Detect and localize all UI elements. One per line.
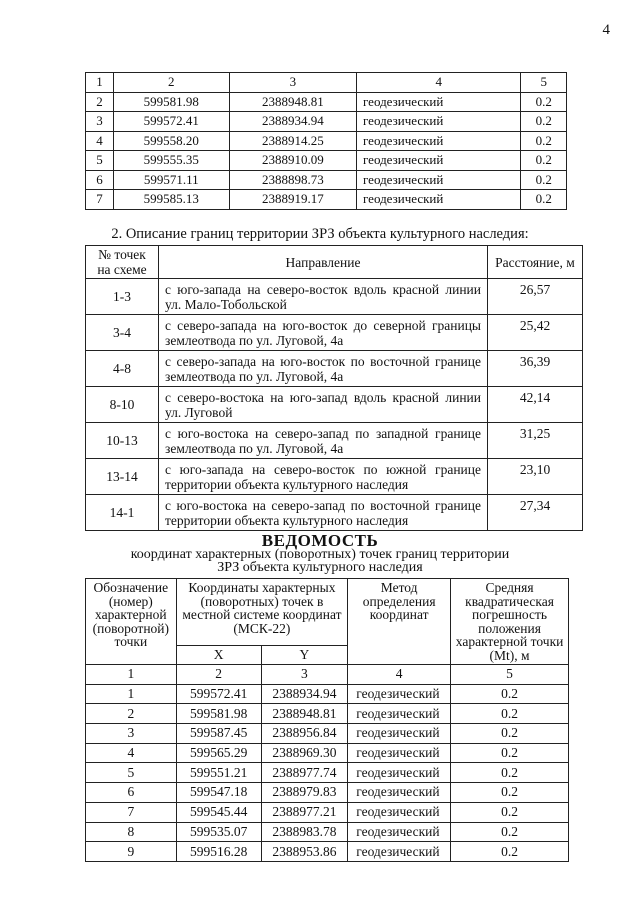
table-row xyxy=(86,112,567,132)
point-number: 6 xyxy=(86,783,177,803)
segment-distance: 27,34 xyxy=(488,495,583,531)
section-2-title: 2. Описание границ территории ЗРЗ объекта культурного наследия: xyxy=(111,226,529,242)
coord-y: 2388919.17 xyxy=(229,190,356,210)
coord-y: 2388934.94 xyxy=(229,112,356,132)
table-row xyxy=(86,151,567,171)
coord-x: 599585.13 xyxy=(113,190,229,210)
point-number: 9 xyxy=(86,842,177,862)
table-header-row xyxy=(86,579,569,646)
table-row xyxy=(86,279,583,315)
column-number-row xyxy=(86,665,569,685)
point-number: 5 xyxy=(86,151,114,171)
coord-y: 2388977.21 xyxy=(261,802,348,822)
column-number: 5 xyxy=(451,665,569,685)
error: 0.2 xyxy=(521,112,567,132)
table-row xyxy=(86,743,569,763)
table-row xyxy=(86,351,583,387)
coord-y: 2388934.94 xyxy=(261,684,348,704)
column-number: 2 xyxy=(176,665,261,685)
coord-y: 2388969.30 xyxy=(261,743,348,763)
coord-x: 599535.07 xyxy=(176,822,261,842)
table-row xyxy=(86,315,583,351)
error: 0.2 xyxy=(451,684,569,704)
error: 0.2 xyxy=(451,724,569,744)
segment-distance: 26,57 xyxy=(488,279,583,315)
segment-direction: с юго-востока на северо-запад по западной границе землеотвода по ул. Луговой, 4а xyxy=(159,423,488,459)
error: 0.2 xyxy=(451,842,569,862)
table-row xyxy=(86,423,583,459)
segment-direction: с юго-запада на северо-восток вдоль красной линии ул. Мало-Тобольской xyxy=(159,279,488,315)
column-number: 1 xyxy=(86,665,177,685)
method: геодезический xyxy=(357,112,521,132)
table-row xyxy=(86,190,567,210)
segment-distance: 25,42 xyxy=(488,315,583,351)
segment-points: 4-8 xyxy=(86,351,159,387)
method: геодезический xyxy=(348,684,451,704)
coord-x: 599581.98 xyxy=(176,704,261,724)
error: 0.2 xyxy=(451,704,569,724)
segment-direction: с юго-запада на северо-восток по южной границе территории объекта культурного наследия xyxy=(159,459,488,495)
header-direction: Направление xyxy=(159,246,488,279)
point-number: 1 xyxy=(86,684,177,704)
point-number: 2 xyxy=(86,704,177,724)
point-number: 3 xyxy=(86,724,177,744)
coord-y: 2388979.83 xyxy=(261,783,348,803)
segment-distance: 42,14 xyxy=(488,387,583,423)
segment-points: 8-10 xyxy=(86,387,159,423)
vedomost-coordinates-table xyxy=(85,578,569,862)
coordinates-table-continued xyxy=(85,72,567,210)
vedomost-subtitle xyxy=(0,548,640,574)
point-number: 5 xyxy=(86,763,177,783)
column-number: 4 xyxy=(357,73,521,93)
table-row xyxy=(86,724,569,744)
vedomost-title: ВЕДОМОСТЬ xyxy=(261,531,379,550)
coord-x: 599516.28 xyxy=(176,842,261,862)
coord-x: 599558.20 xyxy=(113,131,229,151)
method: геодезический xyxy=(348,783,451,803)
point-number: 8 xyxy=(86,822,177,842)
table-header-row xyxy=(86,246,583,279)
coord-x: 599555.35 xyxy=(113,151,229,171)
method: геодезический xyxy=(348,802,451,822)
point-number: 3 xyxy=(86,112,114,132)
column-number: 5 xyxy=(521,73,567,93)
table-row xyxy=(86,842,569,862)
method: геодезический xyxy=(357,131,521,151)
column-number: 3 xyxy=(261,665,348,685)
segment-points: 14-1 xyxy=(86,495,159,531)
coord-y: 2388948.81 xyxy=(261,704,348,724)
method: геодезический xyxy=(348,724,451,744)
column-number: 2 xyxy=(113,73,229,93)
coord-y: 2388910.09 xyxy=(229,151,356,171)
method: геодезический xyxy=(348,704,451,724)
page-number: 4 xyxy=(602,22,610,38)
header-coords: Координаты характерных (поворотных) точек в местной системе координат (МСК-22) xyxy=(176,579,348,646)
coord-x: 599547.18 xyxy=(176,783,261,803)
coord-x: 599545.44 xyxy=(176,802,261,822)
header-method: Метод определения координат xyxy=(348,579,451,665)
method: геодезический xyxy=(357,92,521,112)
error: 0.2 xyxy=(521,92,567,112)
coord-x: 599581.98 xyxy=(113,92,229,112)
segment-distance: 36,39 xyxy=(488,351,583,387)
table-row xyxy=(86,763,569,783)
coord-x: 599565.29 xyxy=(176,743,261,763)
coord-y: 2388898.73 xyxy=(229,170,356,190)
method: геодезический xyxy=(348,822,451,842)
header-designation: Обозначение (номер) характерной (поворотной) точки xyxy=(86,579,177,665)
coord-y: 2388953.86 xyxy=(261,842,348,862)
table-row xyxy=(86,704,569,724)
segment-points: 3-4 xyxy=(86,315,159,351)
point-number: 6 xyxy=(86,170,114,190)
error: 0.2 xyxy=(451,743,569,763)
segment-direction: с северо-запада на юго-восток по восточной границе землеотвода по ул. Луговой, 4а xyxy=(159,351,488,387)
coord-x: 599571.11 xyxy=(113,170,229,190)
header-points: № точек на схеме xyxy=(86,246,159,279)
table-row xyxy=(86,684,569,704)
method: геодезический xyxy=(357,151,521,171)
error: 0.2 xyxy=(521,190,567,210)
table-row xyxy=(86,783,569,803)
coord-x: 599551.21 xyxy=(176,763,261,783)
segment-distance: 31,25 xyxy=(488,423,583,459)
table-row xyxy=(86,387,583,423)
column-number: 4 xyxy=(348,665,451,685)
table-row xyxy=(86,822,569,842)
segment-direction: с северо-запада на юго-восток до северной границы землеотвода по ул. Луговой, 4а xyxy=(159,315,488,351)
coord-x: 599587.45 xyxy=(176,724,261,744)
header-x: X xyxy=(176,646,261,665)
coord-y: 2388948.81 xyxy=(229,92,356,112)
segment-direction: с северо-востока на юго-запад вдоль красной линии ул. Луговой xyxy=(159,387,488,423)
vedomost-subtitle-line2: ЗРЗ объекта культурного наследия xyxy=(217,560,423,575)
table-row xyxy=(86,170,567,190)
error: 0.2 xyxy=(451,763,569,783)
method: геодезический xyxy=(348,763,451,783)
point-number: 4 xyxy=(86,131,114,151)
coord-y: 2388956.84 xyxy=(261,724,348,744)
column-number: 3 xyxy=(229,73,356,93)
error: 0.2 xyxy=(451,783,569,803)
header-error: Средняя квадратическая погрешность положения характерной точки (Mt), м xyxy=(451,579,569,665)
header-y: Y xyxy=(261,646,348,665)
segment-direction: с юго-востока на северо-запад по восточной границе территории объекта культурного наследия xyxy=(159,495,488,531)
segment-points: 13-14 xyxy=(86,459,159,495)
error: 0.2 xyxy=(451,802,569,822)
method: геодезический xyxy=(357,170,521,190)
point-number: 2 xyxy=(86,92,114,112)
method: геодезический xyxy=(348,743,451,763)
table-row xyxy=(86,802,569,822)
column-number: 1 xyxy=(86,73,114,93)
boundary-description-table xyxy=(85,245,583,531)
coord-y: 2388977.74 xyxy=(261,763,348,783)
header-distance: Расстояние, м xyxy=(488,246,583,279)
point-number: 7 xyxy=(86,190,114,210)
table-row xyxy=(86,92,567,112)
table-row xyxy=(86,459,583,495)
table-row xyxy=(86,495,583,531)
error: 0.2 xyxy=(521,170,567,190)
segment-points: 1-3 xyxy=(86,279,159,315)
error: 0.2 xyxy=(521,131,567,151)
segment-points: 10-13 xyxy=(86,423,159,459)
coord-x: 599572.41 xyxy=(113,112,229,132)
coord-y: 2388983.78 xyxy=(261,822,348,842)
method: геодезический xyxy=(357,190,521,210)
error: 0.2 xyxy=(451,822,569,842)
point-number: 7 xyxy=(86,802,177,822)
method: геодезический xyxy=(348,842,451,862)
error: 0.2 xyxy=(521,151,567,171)
coord-x: 599572.41 xyxy=(176,684,261,704)
table-row xyxy=(86,131,567,151)
point-number: 4 xyxy=(86,743,177,763)
column-number-row xyxy=(86,73,567,93)
vedomost-subtitle-line1: координат характерных (поворотных) точек границ территории xyxy=(130,547,510,562)
coord-y: 2388914.25 xyxy=(229,131,356,151)
segment-distance: 23,10 xyxy=(488,459,583,495)
